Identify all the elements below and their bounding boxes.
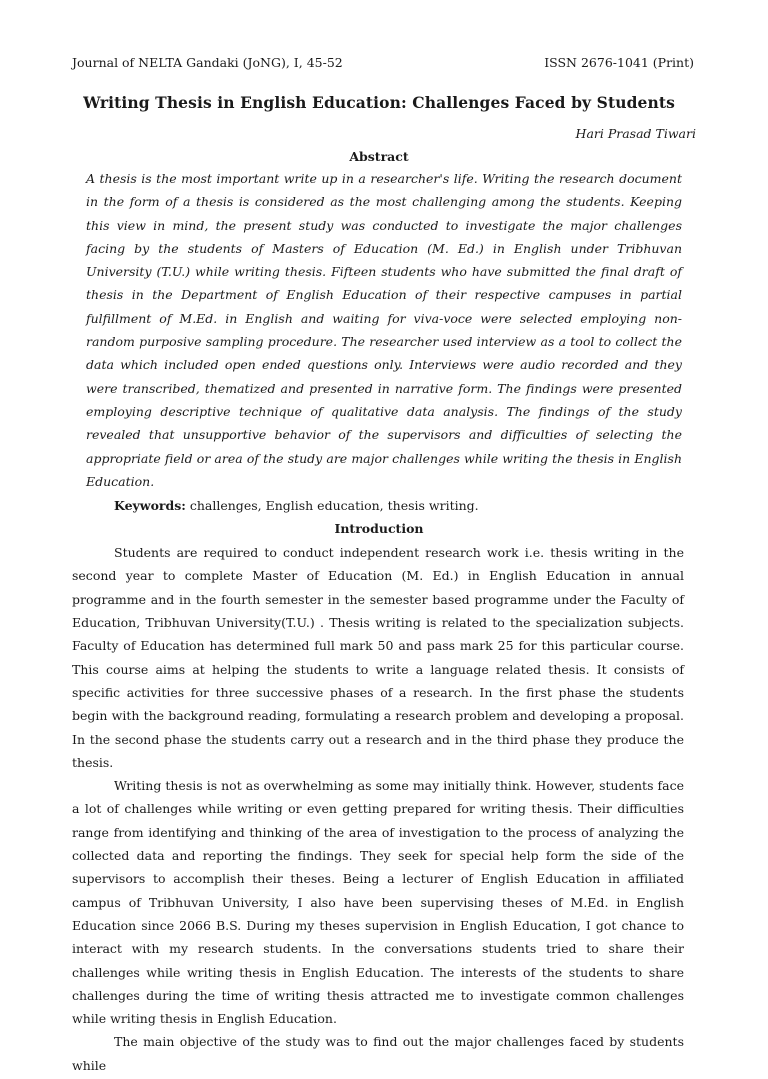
article-title: Writing Thesis in English Education: Challenges Faced by Students bbox=[83, 93, 675, 112]
paper-page bbox=[0, 55, 768, 1079]
introduction-heading: Introduction bbox=[334, 521, 424, 537]
issn-number: ISSN 2676-1041 (Print) bbox=[544, 55, 694, 70]
journal-citation: Journal of NELTA Gandaki (JoNG), I, 45-52 bbox=[72, 55, 343, 70]
body-paragraph: Writing thesis is not as overwhelming as some may initially think. However, students face a lot of challenges while writing or even getting prepared for writing thesis. Their difficulties range from identifying and thinking of the area of investigation to the process of analyzing the collected data and reporting the findings. They seek for special help form the side of the supervisors to accomplish their theses. Being a lecturer of English Education in affiliated campus of Tribhuvan University, I also have been supervising theses of M.Ed. in English Education since 2066 B.S. During my theses supervision in English Education, I got chance to interact with my research students. In the conversations students tried to share their challenges while writing thesis in English Education. The interests of the students to share challenges during the time of writing thesis attracted me to investigate common challenges while writing thesis in English Education. bbox=[72, 778, 684, 1027]
running-header bbox=[72, 55, 694, 75]
keywords-label: Keywords: bbox=[114, 498, 186, 514]
author-name: Hari Prasad Tiwari bbox=[575, 126, 696, 141]
body-paragraph: Students are required to conduct independent research work i.e. thesis writing in the second year to complete Master of Education (M. Ed.) in English Education in annual programme and in the fourth semester in the semester based programme under the Faculty of Education, Tribhuvan University(T.U.) . Thesis writing is related to the specialization subjects. Faculty of Education has determined full mark 50 and pass mark 25 for this particular course. This course aims at helping the students to write a language related thesis. It consists of specific activities for three successive phases of a research. In the first phase the students begin with the background reading, formulating a research problem and developing a proposal. In the second phase the students carry out a research and in the third phase they produce the thesis. bbox=[72, 545, 684, 770]
abstract-text: A thesis is the most important write up in a researcher's life. Writing the research document in the form of a thesis is considered as the most challenging among the students. Keeping this view in mind, the present study was conducted to investigate the major challenges facing by the students of Masters of Education (M. Ed.) in English under Tribhuvan University (T.U.) while writing thesis. Fifteen students who have submitted the final draft of thesis in the Department of English Education of their respective campuses in partial fulfillment of M.Ed. in English and waiting for viva-voce were selected employing non-random purposive sampling procedure. The researcher used interview as a tool to collect the data which included open ended questions only. Interviews were audio recorded and they were transcribed, thematized and presented in narrative form. The findings were presented employing descriptive technique of qualitative data analysis. The findings of the study revealed that unsupportive behavior of the supervisors and difficulties of selecting the appropriate field or area of the study are major challenges while writing the thesis in English Education. bbox=[86, 171, 682, 489]
body-paragraph: The main objective of the study was to find out the major challenges faced by students while bbox=[72, 1034, 684, 1073]
keywords-text: challenges, English education, thesis writing. bbox=[185, 498, 479, 514]
abstract-heading: Abstract bbox=[349, 149, 409, 164]
keywords-line bbox=[72, 494, 686, 517]
